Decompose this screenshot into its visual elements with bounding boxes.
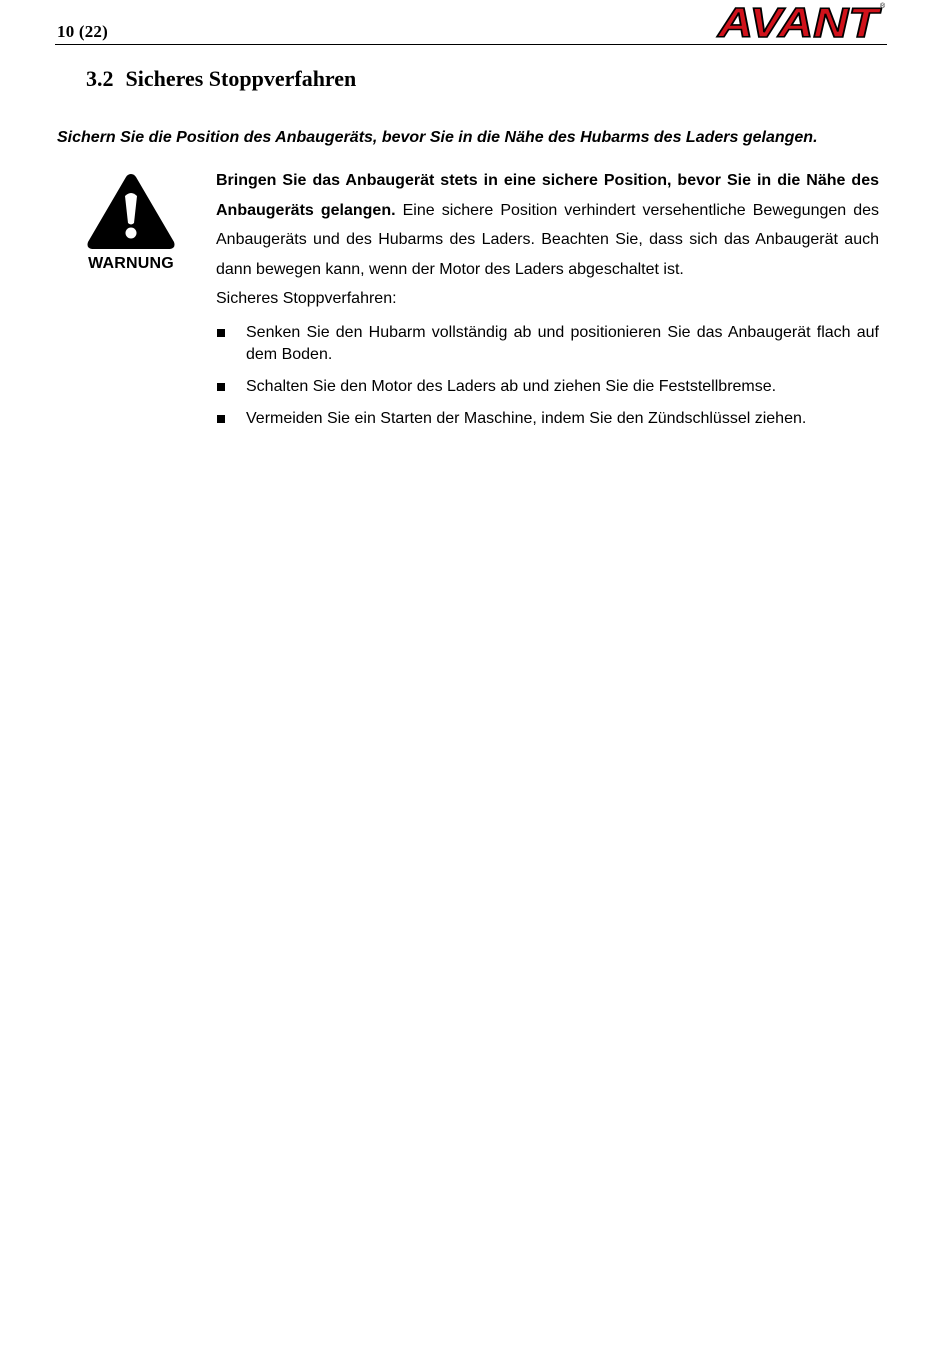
list-item: Vermeiden Sie ein Starten der Maschine, indem Sie den Zündschlüssel ziehen.: [216, 408, 879, 430]
warning-bold-sentence: Bringen Sie das Anbaugerät stets in eine sichere Position, bevor Sie in die Nähe des Anbaugeräts gelangen.: [216, 172, 879, 219]
bullet-icon: [217, 383, 225, 391]
list-item: Schalten Sie den Motor des Laders ab und ziehen Sie die Feststellbremse.: [216, 376, 879, 398]
svg-text:®: ®: [880, 3, 886, 10]
list-item: Senken Sie den Hubarm vollständig ab und positionieren Sie das Anbaugerät flach auf dem Boden.: [216, 322, 879, 366]
bullet-icon: [217, 329, 225, 337]
page-number: 10 (22): [57, 22, 108, 41]
warning-block: [82, 170, 180, 273]
section-number: 3.2: [86, 66, 114, 91]
warning-label: WARNUNG: [88, 255, 174, 272]
warning-explanation: Eine sichere Position verhindert versehentliche Bewegungen des Anbaugeräts und des Hubarms des Laders. Beachten Sie, dass sich das Anbaugerät auch dann bewegen kann, wenn der Motor des Laders abgeschaltet ist.: [216, 201, 880, 278]
bullet-icon: [217, 415, 225, 423]
procedure-label: Sicheres Stoppverfahren:: [216, 290, 397, 307]
header-rule: [55, 44, 887, 45]
body-text: [216, 166, 879, 440]
warning-paragraph: [216, 166, 879, 284]
warning-triangle-icon: [85, 170, 177, 252]
avant-logo: [714, 0, 888, 42]
lead-instruction: Sichern Sie die Position des Anbaugeräts, bevor Sie in die Nähe des Hubarms des Laders gelangen.: [57, 129, 818, 146]
section-title: [86, 66, 356, 92]
procedure-steps: [216, 322, 879, 430]
svg-text:AVANT: AVANT: [716, 0, 882, 42]
section-title-text: Sicheres Stoppverfahren: [125, 66, 357, 91]
